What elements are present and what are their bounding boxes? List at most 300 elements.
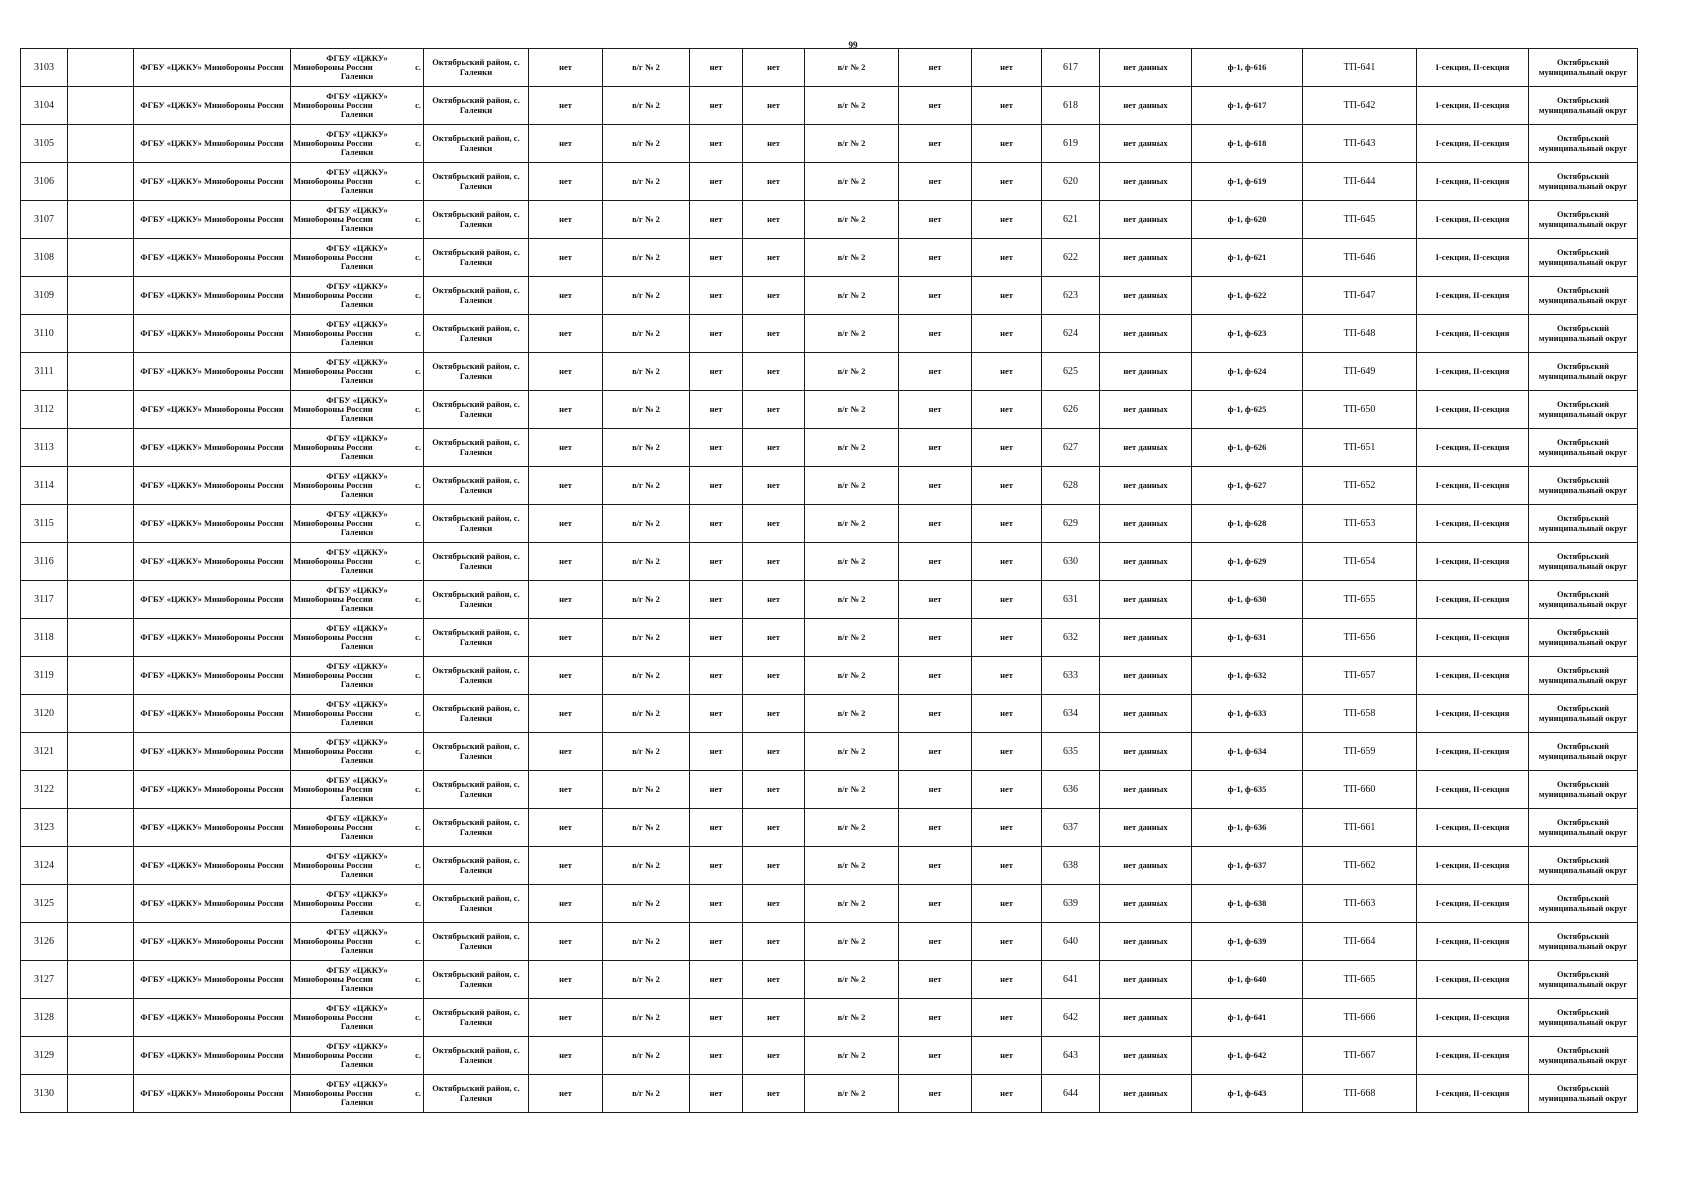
cell-value-b: нет	[690, 315, 743, 353]
cell-district: Октябрьский муниципальный округ	[1529, 771, 1638, 809]
operator-settlement-prefix: с.	[415, 746, 421, 756]
cell-value-c: нет	[743, 999, 805, 1037]
operator-name: ФГБУ «ЦЖКУ»	[326, 851, 388, 861]
cell-value-b: нет	[690, 581, 743, 619]
cell-district: Октябрьский муниципальный округ	[1529, 733, 1638, 771]
cell-value-a: нет	[529, 809, 603, 847]
operator-settlement: Галенки	[340, 185, 374, 195]
cell-address: Октябрьский район, с. Галенки	[424, 1075, 529, 1113]
cell-row-number: 3119	[21, 657, 68, 695]
cell-value-b: нет	[690, 1075, 743, 1113]
table-row	[21, 847, 1638, 885]
cell-row-number: 3123	[21, 809, 68, 847]
cell-address: Октябрьский район, с. Галенки	[424, 543, 529, 581]
cell-military-town-b: в/г № 2	[805, 771, 899, 809]
operator-ministry: Минобороны России	[293, 1088, 373, 1098]
cell-military-town-b: в/г № 2	[805, 201, 899, 239]
cell-blank	[68, 885, 134, 923]
cell-row-number: 3126	[21, 923, 68, 961]
cell-value-b: нет	[690, 543, 743, 581]
cell-substation: ТП-657	[1303, 657, 1417, 695]
cell-district: Октябрьский муниципальный округ	[1529, 999, 1638, 1037]
cell-value-a: нет	[529, 733, 603, 771]
cell-value-e: нет	[972, 1037, 1042, 1075]
cell-substation: ТП-662	[1303, 847, 1417, 885]
cell-owner: ФГБУ «ЦЖКУ» Минобороны России	[134, 87, 291, 125]
operator-settlement-prefix: с.	[415, 670, 421, 680]
cell-operator	[291, 1037, 424, 1075]
cell-data-status: нет данных	[1100, 733, 1192, 771]
operator-name: ФГБУ «ЦЖКУ»	[326, 167, 388, 177]
cell-sections: I-секция, II-секция	[1417, 1037, 1529, 1075]
cell-owner: ФГБУ «ЦЖКУ» Минобороны России	[134, 201, 291, 239]
cell-address: Октябрьский район, с. Галенки	[424, 809, 529, 847]
cell-sections: I-секция, II-секция	[1417, 201, 1529, 239]
cell-substation: ТП-643	[1303, 125, 1417, 163]
cell-feeder: ф-1, ф-628	[1192, 505, 1303, 543]
cell-value-d: нет	[899, 581, 972, 619]
cell-row-number: 3121	[21, 733, 68, 771]
operator-name: ФГБУ «ЦЖКУ»	[326, 471, 388, 481]
cell-value-b: нет	[690, 429, 743, 467]
cell-feeder: ф-1, ф-617	[1192, 87, 1303, 125]
cell-blank	[68, 961, 134, 999]
cell-military-town-b: в/г № 2	[805, 885, 899, 923]
cell-value-c: нет	[743, 239, 805, 277]
cell-blank	[68, 163, 134, 201]
operator-ministry: Минобороны России	[293, 176, 373, 186]
cell-value-d: нет	[899, 391, 972, 429]
cell-substation: ТП-655	[1303, 581, 1417, 619]
cell-owner: ФГБУ «ЦЖКУ» Минобороны России	[134, 961, 291, 999]
cell-district: Октябрьский муниципальный округ	[1529, 315, 1638, 353]
cell-sections: I-секция, II-секция	[1417, 961, 1529, 999]
cell-number: 640	[1042, 923, 1100, 961]
cell-data-status: нет данных	[1100, 467, 1192, 505]
cell-number: 639	[1042, 885, 1100, 923]
cell-row-number: 3112	[21, 391, 68, 429]
cell-feeder: ф-1, ф-621	[1192, 239, 1303, 277]
cell-value-a: нет	[529, 923, 603, 961]
cell-military-town-b: в/г № 2	[805, 49, 899, 87]
operator-name: ФГБУ «ЦЖКУ»	[326, 395, 388, 405]
cell-operator	[291, 201, 424, 239]
cell-value-e: нет	[972, 961, 1042, 999]
cell-feeder: ф-1, ф-633	[1192, 695, 1303, 733]
cell-value-c: нет	[743, 391, 805, 429]
operator-name: ФГБУ «ЦЖКУ»	[326, 813, 388, 823]
cell-address: Октябрьский район, с. Галенки	[424, 163, 529, 201]
cell-feeder: ф-1, ф-619	[1192, 163, 1303, 201]
cell-value-c: нет	[743, 429, 805, 467]
cell-value-d: нет	[899, 695, 972, 733]
cell-number: 619	[1042, 125, 1100, 163]
cell-military-town-a: в/г № 2	[603, 771, 690, 809]
cell-value-c: нет	[743, 1075, 805, 1113]
cell-address: Октябрьский район, с. Галенки	[424, 201, 529, 239]
cell-substation: ТП-649	[1303, 353, 1417, 391]
cell-value-a: нет	[529, 619, 603, 657]
cell-military-town-a: в/г № 2	[603, 543, 690, 581]
cell-value-b: нет	[690, 125, 743, 163]
cell-data-status: нет данных	[1100, 49, 1192, 87]
cell-military-town-b: в/г № 2	[805, 999, 899, 1037]
cell-value-b: нет	[690, 695, 743, 733]
cell-military-town-a: в/г № 2	[603, 391, 690, 429]
cell-district: Октябрьский муниципальный округ	[1529, 885, 1638, 923]
cell-blank	[68, 847, 134, 885]
cell-value-d: нет	[899, 885, 972, 923]
cell-value-c: нет	[743, 657, 805, 695]
cell-feeder: ф-1, ф-637	[1192, 847, 1303, 885]
operator-settlement: Галенки	[340, 945, 374, 955]
operator-name: ФГБУ «ЦЖКУ»	[326, 91, 388, 101]
cell-operator	[291, 809, 424, 847]
cell-sections: I-секция, II-секция	[1417, 353, 1529, 391]
cell-owner: ФГБУ «ЦЖКУ» Минобороны России	[134, 125, 291, 163]
cell-sections: I-секция, II-секция	[1417, 923, 1529, 961]
cell-data-status: нет данных	[1100, 771, 1192, 809]
cell-value-d: нет	[899, 87, 972, 125]
cell-blank	[68, 277, 134, 315]
cell-blank	[68, 49, 134, 87]
cell-substation: ТП-668	[1303, 1075, 1417, 1113]
cell-district: Октябрьский муниципальный округ	[1529, 201, 1638, 239]
cell-military-town-b: в/г № 2	[805, 277, 899, 315]
cell-military-town-b: в/г № 2	[805, 125, 899, 163]
operator-settlement: Галенки	[340, 337, 374, 347]
operator-ministry: Минобороны России	[293, 936, 373, 946]
operator-settlement: Галенки	[340, 299, 374, 309]
cell-value-e: нет	[972, 239, 1042, 277]
cell-value-b: нет	[690, 163, 743, 201]
operator-name: ФГБУ «ЦЖКУ»	[326, 623, 388, 633]
cell-value-c: нет	[743, 733, 805, 771]
cell-data-status: нет данных	[1100, 1037, 1192, 1075]
cell-value-e: нет	[972, 505, 1042, 543]
cell-district: Октябрьский муниципальный округ	[1529, 809, 1638, 847]
cell-row-number: 3116	[21, 543, 68, 581]
cell-value-b: нет	[690, 277, 743, 315]
table-row	[21, 391, 1638, 429]
operator-name: ФГБУ «ЦЖКУ»	[326, 699, 388, 709]
cell-military-town-b: в/г № 2	[805, 467, 899, 505]
cell-value-a: нет	[529, 885, 603, 923]
cell-value-c: нет	[743, 87, 805, 125]
cell-value-c: нет	[743, 505, 805, 543]
operator-settlement-prefix: с.	[415, 974, 421, 984]
cell-operator	[291, 999, 424, 1037]
cell-number: 643	[1042, 1037, 1100, 1075]
cell-data-status: нет данных	[1100, 581, 1192, 619]
cell-value-d: нет	[899, 999, 972, 1037]
cell-address: Октябрьский район, с. Галенки	[424, 885, 529, 923]
cell-substation: ТП-651	[1303, 429, 1417, 467]
cell-blank	[68, 429, 134, 467]
cell-feeder: ф-1, ф-618	[1192, 125, 1303, 163]
cell-substation: ТП-647	[1303, 277, 1417, 315]
cell-value-d: нет	[899, 619, 972, 657]
cell-row-number: 3124	[21, 847, 68, 885]
cell-address: Октябрьский район, с. Галенки	[424, 353, 529, 391]
cell-value-c: нет	[743, 1037, 805, 1075]
operator-ministry: Минобороны России	[293, 328, 373, 338]
operator-settlement-prefix: с.	[415, 214, 421, 224]
cell-district: Октябрьский муниципальный округ	[1529, 429, 1638, 467]
cell-value-e: нет	[972, 429, 1042, 467]
cell-value-a: нет	[529, 1037, 603, 1075]
operator-settlement-prefix: с.	[415, 860, 421, 870]
cell-military-town-a: в/г № 2	[603, 657, 690, 695]
cell-value-d: нет	[899, 847, 972, 885]
cell-district: Октябрьский муниципальный округ	[1529, 277, 1638, 315]
cell-owner: ФГБУ «ЦЖКУ» Минобороны России	[134, 771, 291, 809]
cell-address: Октябрьский район, с. Галенки	[424, 771, 529, 809]
cell-substation: ТП-664	[1303, 923, 1417, 961]
cell-value-b: нет	[690, 201, 743, 239]
cell-row-number: 3105	[21, 125, 68, 163]
cell-row-number: 3129	[21, 1037, 68, 1075]
cell-military-town-a: в/г № 2	[603, 201, 690, 239]
cell-row-number: 3127	[21, 961, 68, 999]
table-row	[21, 429, 1638, 467]
operator-settlement-prefix: с.	[415, 708, 421, 718]
cell-owner: ФГБУ «ЦЖКУ» Минобороны России	[134, 809, 291, 847]
cell-value-c: нет	[743, 125, 805, 163]
operator-settlement: Галенки	[340, 641, 374, 651]
cell-owner: ФГБУ «ЦЖКУ» Минобороны России	[134, 543, 291, 581]
cell-military-town-b: в/г № 2	[805, 391, 899, 429]
cell-blank	[68, 923, 134, 961]
cell-military-town-a: в/г № 2	[603, 125, 690, 163]
operator-ministry: Минобороны России	[293, 214, 373, 224]
cell-district: Октябрьский муниципальный округ	[1529, 1037, 1638, 1075]
cell-military-town-a: в/г № 2	[603, 695, 690, 733]
operator-settlement: Галенки	[340, 1097, 374, 1107]
cell-address: Октябрьский район, с. Галенки	[424, 239, 529, 277]
cell-number: 621	[1042, 201, 1100, 239]
cell-value-e: нет	[972, 543, 1042, 581]
cell-blank	[68, 733, 134, 771]
operator-ministry: Минобороны России	[293, 366, 373, 376]
cell-data-status: нет данных	[1100, 1075, 1192, 1113]
cell-value-d: нет	[899, 505, 972, 543]
cell-address: Октябрьский район, с. Галенки	[424, 923, 529, 961]
cell-value-b: нет	[690, 771, 743, 809]
cell-sections: I-секция, II-секция	[1417, 847, 1529, 885]
cell-value-a: нет	[529, 581, 603, 619]
cell-row-number: 3107	[21, 201, 68, 239]
cell-operator	[291, 277, 424, 315]
operator-ministry: Минобороны России	[293, 556, 373, 566]
cell-address: Октябрьский район, с. Галенки	[424, 505, 529, 543]
cell-operator	[291, 125, 424, 163]
operator-settlement-prefix: с.	[415, 480, 421, 490]
cell-blank	[68, 619, 134, 657]
operator-name: ФГБУ «ЦЖКУ»	[326, 737, 388, 747]
table-row	[21, 239, 1638, 277]
cell-sections: I-секция, II-секция	[1417, 657, 1529, 695]
cell-sections: I-секция, II-секция	[1417, 315, 1529, 353]
cell-sections: I-секция, II-секция	[1417, 619, 1529, 657]
cell-number: 628	[1042, 467, 1100, 505]
operator-ministry: Минобороны России	[293, 404, 373, 414]
cell-value-b: нет	[690, 809, 743, 847]
operator-ministry: Минобороны России	[293, 632, 373, 642]
cell-value-c: нет	[743, 201, 805, 239]
cell-feeder: ф-1, ф-636	[1192, 809, 1303, 847]
cell-owner: ФГБУ «ЦЖКУ» Минобороны России	[134, 353, 291, 391]
table-row	[21, 961, 1638, 999]
cell-blank	[68, 695, 134, 733]
cell-owner: ФГБУ «ЦЖКУ» Минобороны России	[134, 163, 291, 201]
cell-address: Октябрьский район, с. Галенки	[424, 87, 529, 125]
cell-value-d: нет	[899, 923, 972, 961]
cell-value-d: нет	[899, 125, 972, 163]
cell-value-e: нет	[972, 87, 1042, 125]
cell-operator	[291, 923, 424, 961]
cell-number: 627	[1042, 429, 1100, 467]
cell-military-town-a: в/г № 2	[603, 733, 690, 771]
operator-settlement-prefix: с.	[415, 62, 421, 72]
operator-settlement: Галенки	[340, 983, 374, 993]
cell-value-a: нет	[529, 847, 603, 885]
cell-data-status: нет данных	[1100, 125, 1192, 163]
cell-number: 618	[1042, 87, 1100, 125]
cell-feeder: ф-1, ф-620	[1192, 201, 1303, 239]
operator-settlement: Галенки	[340, 907, 374, 917]
cell-row-number: 3114	[21, 467, 68, 505]
cell-substation: ТП-646	[1303, 239, 1417, 277]
cell-owner: ФГБУ «ЦЖКУ» Минобороны России	[134, 657, 291, 695]
cell-number: 624	[1042, 315, 1100, 353]
cell-operator	[291, 543, 424, 581]
cell-data-status: нет данных	[1100, 695, 1192, 733]
operator-settlement-prefix: с.	[415, 1012, 421, 1022]
cell-value-a: нет	[529, 87, 603, 125]
cell-sections: I-секция, II-секция	[1417, 505, 1529, 543]
cell-value-d: нет	[899, 239, 972, 277]
cell-value-b: нет	[690, 467, 743, 505]
cell-value-e: нет	[972, 581, 1042, 619]
cell-value-c: нет	[743, 771, 805, 809]
cell-operator	[291, 771, 424, 809]
cell-substation: ТП-660	[1303, 771, 1417, 809]
cell-value-a: нет	[529, 695, 603, 733]
table-row	[21, 125, 1638, 163]
cell-row-number: 3106	[21, 163, 68, 201]
cell-row-number: 3128	[21, 999, 68, 1037]
cell-feeder: ф-1, ф-635	[1192, 771, 1303, 809]
cell-feeder: ф-1, ф-622	[1192, 277, 1303, 315]
operator-ministry: Минобороны России	[293, 974, 373, 984]
cell-number: 637	[1042, 809, 1100, 847]
cell-substation: ТП-650	[1303, 391, 1417, 429]
cell-operator	[291, 885, 424, 923]
operator-ministry: Минобороны России	[293, 442, 373, 452]
operator-settlement: Галенки	[340, 1059, 374, 1069]
cell-military-town-b: в/г № 2	[805, 1037, 899, 1075]
cell-operator	[291, 353, 424, 391]
cell-value-c: нет	[743, 695, 805, 733]
cell-value-a: нет	[529, 657, 603, 695]
cell-data-status: нет данных	[1100, 87, 1192, 125]
operator-settlement-prefix: с.	[415, 442, 421, 452]
cell-number: 617	[1042, 49, 1100, 87]
operator-settlement-prefix: с.	[415, 1088, 421, 1098]
cell-blank	[68, 125, 134, 163]
cell-value-e: нет	[972, 847, 1042, 885]
cell-value-e: нет	[972, 353, 1042, 391]
table-row	[21, 923, 1638, 961]
operator-settlement: Галенки	[340, 565, 374, 575]
cell-district: Октябрьский муниципальный округ	[1529, 239, 1638, 277]
table-row	[21, 277, 1638, 315]
cell-value-a: нет	[529, 49, 603, 87]
operator-ministry: Минобороны России	[293, 480, 373, 490]
cell-operator	[291, 505, 424, 543]
cell-owner: ФГБУ «ЦЖКУ» Минобороны России	[134, 315, 291, 353]
cell-military-town-b: в/г № 2	[805, 695, 899, 733]
cell-data-status: нет данных	[1100, 391, 1192, 429]
operator-name: ФГБУ «ЦЖКУ»	[326, 585, 388, 595]
cell-operator	[291, 429, 424, 467]
cell-address: Октябрьский район, с. Галенки	[424, 315, 529, 353]
cell-military-town-b: в/г № 2	[805, 87, 899, 125]
cell-value-e: нет	[972, 999, 1042, 1037]
cell-value-d: нет	[899, 429, 972, 467]
cell-data-status: нет данных	[1100, 315, 1192, 353]
cell-sections: I-секция, II-секция	[1417, 581, 1529, 619]
cell-number: 632	[1042, 619, 1100, 657]
operator-ministry: Минобороны России	[293, 290, 373, 300]
operator-settlement: Галенки	[340, 679, 374, 689]
cell-district: Октябрьский муниципальный округ	[1529, 505, 1638, 543]
operator-ministry: Минобороны России	[293, 860, 373, 870]
cell-military-town-a: в/г № 2	[603, 885, 690, 923]
operator-settlement: Галенки	[340, 489, 374, 499]
cell-value-d: нет	[899, 657, 972, 695]
cell-military-town-b: в/г № 2	[805, 1075, 899, 1113]
operator-name: ФГБУ «ЦЖКУ»	[326, 965, 388, 975]
table-row	[21, 543, 1638, 581]
cell-feeder: ф-1, ф-625	[1192, 391, 1303, 429]
cell-military-town-a: в/г № 2	[603, 315, 690, 353]
cell-number: 634	[1042, 695, 1100, 733]
cell-military-town-b: в/г № 2	[805, 543, 899, 581]
cell-value-d: нет	[899, 961, 972, 999]
cell-number: 631	[1042, 581, 1100, 619]
cell-owner: ФГБУ «ЦЖКУ» Минобороны России	[134, 1075, 291, 1113]
operator-settlement: Галенки	[340, 603, 374, 613]
cell-value-e: нет	[972, 771, 1042, 809]
cell-blank	[68, 657, 134, 695]
cell-value-e: нет	[972, 315, 1042, 353]
cell-address: Октябрьский район, с. Галенки	[424, 277, 529, 315]
operator-ministry: Минобороны России	[293, 252, 373, 262]
cell-data-status: нет данных	[1100, 809, 1192, 847]
cell-sections: I-секция, II-секция	[1417, 391, 1529, 429]
operator-settlement-prefix: с.	[415, 1050, 421, 1060]
cell-row-number: 3109	[21, 277, 68, 315]
operator-ministry: Минобороны России	[293, 898, 373, 908]
cell-address: Октябрьский район, с. Галенки	[424, 695, 529, 733]
operator-settlement-prefix: с.	[415, 632, 421, 642]
cell-row-number: 3103	[21, 49, 68, 87]
cell-row-number: 3113	[21, 429, 68, 467]
cell-district: Октябрьский муниципальный округ	[1529, 581, 1638, 619]
cell-data-status: нет данных	[1100, 505, 1192, 543]
